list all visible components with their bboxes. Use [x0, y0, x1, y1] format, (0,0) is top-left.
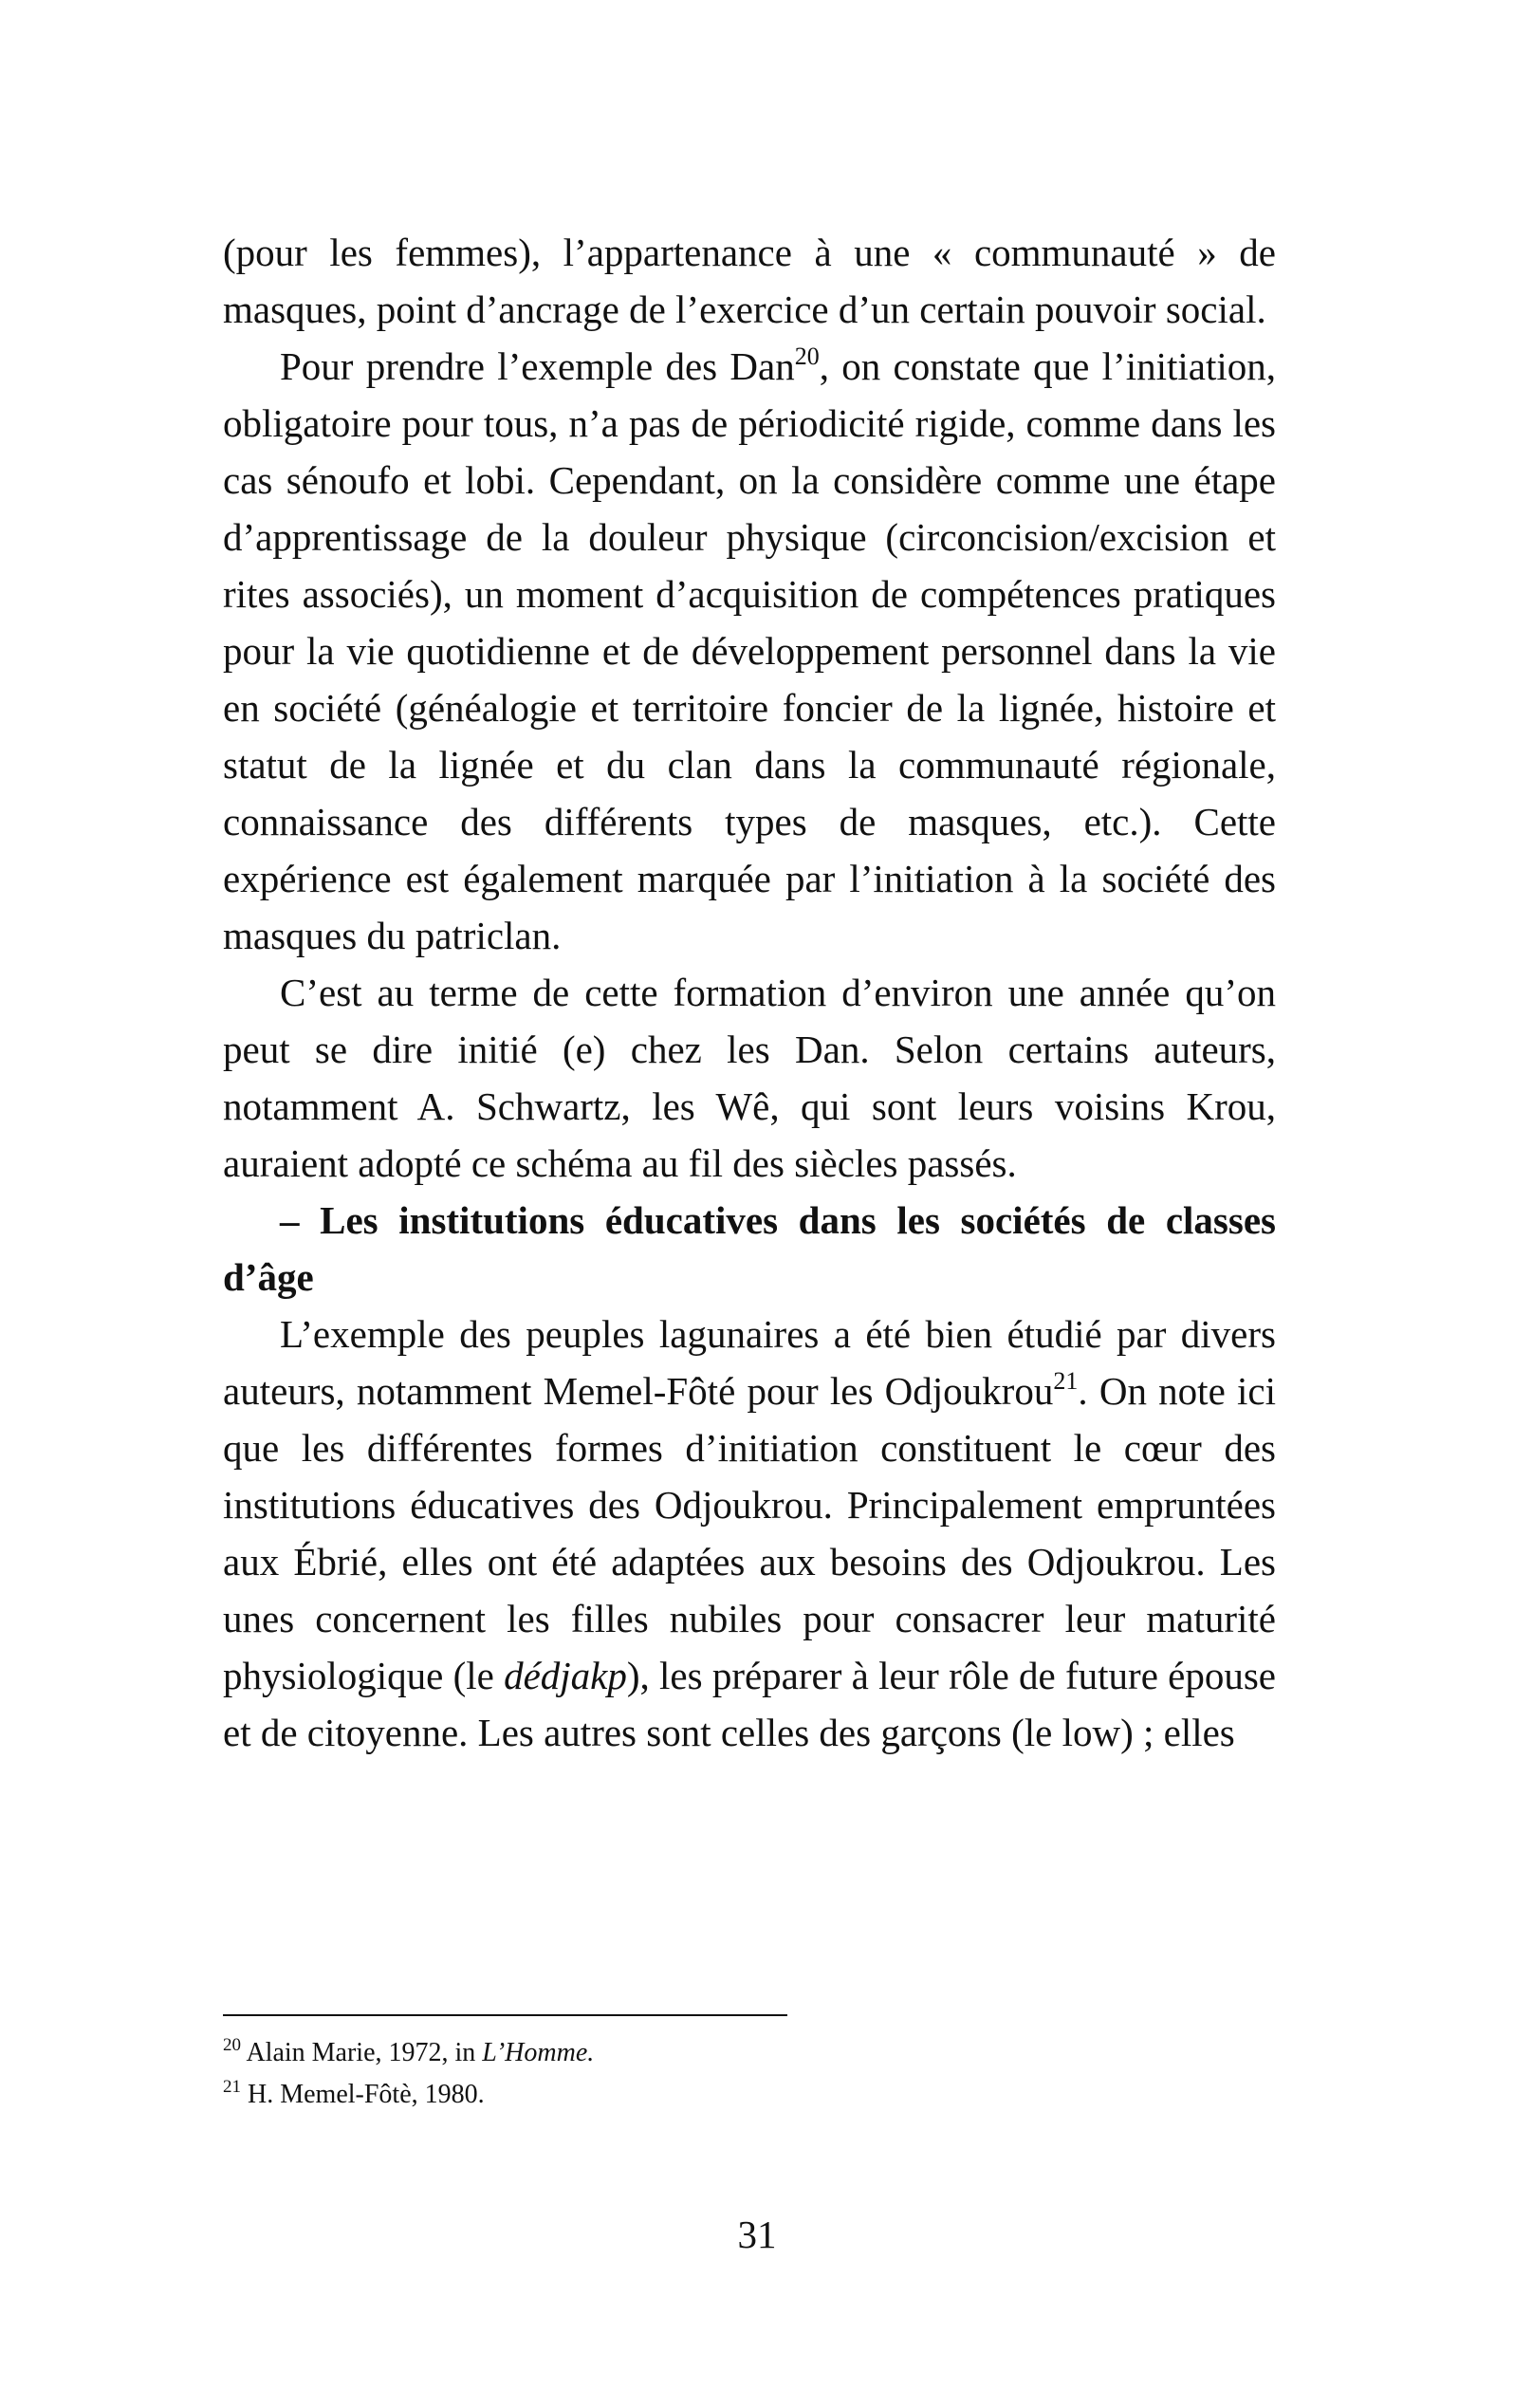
paragraph-4	[223, 1306, 1276, 1761]
body-text	[223, 224, 1276, 1761]
footnote-21	[223, 2074, 1276, 2116]
paragraph-2	[223, 338, 1276, 964]
footnotes	[223, 2032, 1276, 2116]
italic-text: L’Homme.	[482, 2038, 595, 2067]
paragraph-3	[223, 964, 1276, 1192]
text-run: – Les institutions éducatives dans les sociétés de classes d’âge	[223, 1198, 1276, 1299]
footnote-separator	[223, 2014, 787, 2016]
italic-text: dédjakp	[504, 1654, 627, 1697]
paragraph-1	[223, 224, 1276, 338]
footnote-marker: 21	[223, 2077, 241, 2097]
page-number: 31	[737, 2213, 777, 2256]
text-run: ), les préparer à leur rôle de future épouse et de citoyenne. Les autres sont celles des garçons (le low) ; elles	[223, 1654, 1277, 1754]
footnote-marker: 20	[794, 343, 820, 370]
section-heading	[223, 1192, 1276, 1306]
footnote-20	[223, 2032, 1276, 2074]
text-run: Alain Marie, 1972, in	[241, 2038, 483, 2067]
footnote-marker: 20	[223, 2035, 241, 2055]
text-run: H. Memel-Fôtè, 1980.	[241, 2080, 485, 2109]
text-run: L’exemple des peuples lagunaires a été bien étudié par divers auteurs, notamment Memel-Fôté pour les Odjoukrou	[223, 1312, 1276, 1413]
text-run: (pour les femmes), l’appartenance à une « communauté » de masques, point d’ancrage de l’exercice d’un certain pouvoir social.	[223, 231, 1276, 331]
text-run: C’est au terme de cette formation d’environ une année qu’on peut se dire initié (e) chez les Dan. Selon certains auteurs, notamment A. Schwartz, les Wê, qui sont leurs voisins Krou, auraient adopté ce schéma au fil des siècles passés.	[223, 971, 1276, 1185]
text-run: , on constate que l’initiation, obligatoire pour tous, n’a pas de périodicité rigide, comme dans les cas sénoufo et lobi. Cependant, on la considère comme une étape d’apprentissage de la douleur physique (circoncision/excision et rites associés), un moment d’acquisition de compétences pratiques pour la vie quotidienne et de développement personnel dans la vie en société (généalogie et territoire foncier de la lignée, histoire et statut de la lignée et du clan dans la communauté régionale, connaissance des différents types de masques, etc.). Cette expérience est également marquée par l’initiation à la société des masques du patriclan.	[223, 344, 1276, 957]
text-run: Pour prendre l’exemple des Dan	[280, 344, 795, 388]
text-run: . On note ici que les différentes formes d’initiation constituent le cœur des institutions éducatives des Odjoukrou. Principalement empruntées aux Ébrié, elles ont été adaptées aux besoins des Odjoukrou. Les unes concernent les filles nubiles pour consacrer leur maturité physiologique (le	[223, 1369, 1276, 1697]
footnote-marker: 21	[1053, 1367, 1079, 1395]
